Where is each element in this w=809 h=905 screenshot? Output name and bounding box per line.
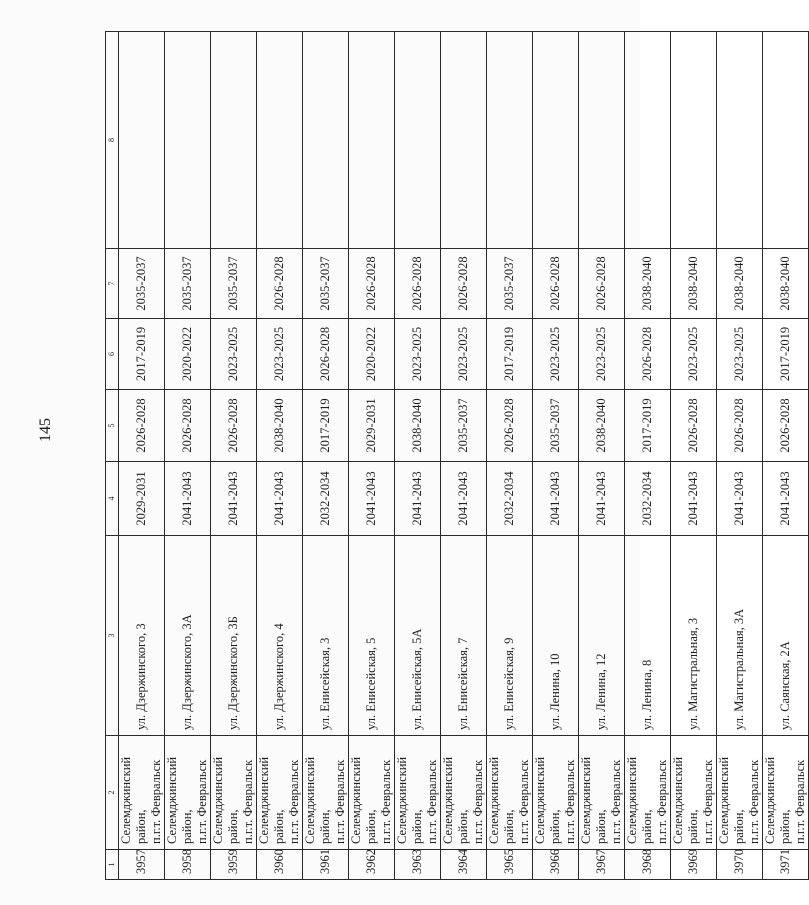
locality-district: Селемджинский район, [119, 756, 148, 844]
column-number-8: 8 [106, 32, 119, 249]
table-row [211, 32, 257, 880]
row-number-cell: 3960 [257, 850, 303, 880]
period-col6-cell: 2023-2025 [717, 319, 763, 390]
locality-district: Селемджинский район, [303, 756, 332, 844]
col8-cell [441, 32, 487, 249]
address-cell: ул. Дзержинского, 3Б [211, 536, 257, 736]
address-cell: ул. Магистральная, 3А [717, 536, 763, 736]
period-col5-cell: 2029-2031 [349, 390, 395, 462]
period-col4-cell: 2041-2043 [671, 462, 717, 536]
locality-cell [579, 736, 625, 850]
table-row [303, 32, 349, 880]
locality-settlement: п.г.т. Февральск [333, 759, 347, 844]
table-row [533, 32, 579, 880]
locality-cell [717, 736, 763, 850]
period-col7-cell: 2038-2040 [717, 249, 763, 319]
registry-table-rotated [105, 32, 807, 880]
period-col6-cell: 2017-2019 [119, 319, 165, 390]
row-number-cell: 3964 [441, 850, 487, 880]
row-number-cell: 3965 [487, 850, 533, 880]
row-number-cell: 3966 [533, 850, 579, 880]
period-col7-cell: 2038-2040 [625, 249, 671, 319]
period-col7-cell: 2038-2040 [671, 249, 717, 319]
address-cell: ул. Ленина, 8 [625, 536, 671, 736]
table-row [119, 32, 165, 880]
period-col4-cell: 2041-2043 [579, 462, 625, 536]
period-col6-cell: 2023-2025 [533, 319, 579, 390]
col8-cell [717, 32, 763, 249]
col8-cell [349, 32, 395, 249]
period-col4-cell: 2041-2043 [257, 462, 303, 536]
locality-settlement: п.г.т. Февральск [149, 759, 163, 844]
row-number-cell: 3958 [165, 850, 211, 880]
period-col4-cell: 2032-2034 [625, 462, 671, 536]
period-col5-cell: 2026-2028 [119, 390, 165, 462]
period-col7-cell: 2038-2040 [763, 249, 809, 319]
locality-district: Селемджинский район, [441, 756, 470, 844]
locality-district: Селемджинский район, [349, 756, 378, 844]
period-col7-cell: 2026-2028 [441, 249, 487, 319]
period-col6-cell: 2023-2025 [211, 319, 257, 390]
locality-district: Селемджинский район, [717, 756, 746, 844]
period-col4-cell: 2041-2043 [349, 462, 395, 536]
locality-district: Селемджинский район, [625, 756, 654, 844]
row-number-cell: 3967 [579, 850, 625, 880]
period-col6-cell: 2023-2025 [257, 319, 303, 390]
locality-settlement: п.г.т. Февральск [425, 759, 439, 844]
locality-cell [625, 736, 671, 850]
row-number-cell: 3962 [349, 850, 395, 880]
period-col7-cell: 2026-2028 [257, 249, 303, 319]
period-col5-cell: 2026-2028 [717, 390, 763, 462]
period-col6-cell: 2017-2019 [487, 319, 533, 390]
locality-settlement: п.г.т. Февральск [701, 759, 715, 844]
locality-cell [119, 736, 165, 850]
locality-settlement: п.г.т. Февральск [563, 759, 577, 844]
locality-cell [257, 736, 303, 850]
locality-district: Селемджинский район, [165, 756, 194, 844]
period-col6-cell: 2023-2025 [441, 319, 487, 390]
col8-cell [211, 32, 257, 249]
locality-cell [441, 736, 487, 850]
col8-cell [533, 32, 579, 249]
table-row [395, 32, 441, 880]
locality-settlement: п.г.т. Февральск [287, 759, 301, 844]
column-number-5: 5 [106, 390, 119, 462]
period-col5-cell: 2035-2037 [441, 390, 487, 462]
address-cell: ул. Магистральная, 3 [671, 536, 717, 736]
column-number-7: 7 [106, 249, 119, 319]
registry-rows [119, 32, 809, 880]
table-row [717, 32, 763, 880]
period-col5-cell: 2026-2028 [671, 390, 717, 462]
period-col4-cell: 2041-2043 [211, 462, 257, 536]
period-col4-cell: 2032-2034 [487, 462, 533, 536]
period-col4-cell: 2041-2043 [717, 462, 763, 536]
col8-cell [303, 32, 349, 249]
col8-cell [487, 32, 533, 249]
col8-cell [119, 32, 165, 249]
table-row [257, 32, 303, 880]
period-col4-cell: 2041-2043 [763, 462, 809, 536]
column-number-1: 1 [106, 850, 119, 880]
period-col5-cell: 2038-2040 [257, 390, 303, 462]
locality-settlement: п.г.т. Февральск [655, 759, 669, 844]
locality-settlement: п.г.т. Февральск [379, 759, 393, 844]
registry-table [105, 31, 809, 880]
column-number-3: 3 [106, 536, 119, 736]
address-cell: ул. Дзержинского, 4 [257, 536, 303, 736]
address-cell: ул. Дзержинского, 3 [119, 536, 165, 736]
locality-district: Селемджинский район, [257, 756, 286, 844]
row-number-cell: 3963 [395, 850, 441, 880]
period-col4-cell: 2041-2043 [533, 462, 579, 536]
period-col5-cell: 2038-2040 [579, 390, 625, 462]
period-col7-cell: 2026-2028 [533, 249, 579, 319]
table-row [441, 32, 487, 880]
locality-district: Селемджинский район, [671, 756, 700, 844]
locality-cell [487, 736, 533, 850]
locality-cell [671, 736, 717, 850]
locality-settlement: п.г.т. Февральск [195, 759, 209, 844]
col8-cell [579, 32, 625, 249]
locality-district: Селемджинский район, [533, 756, 562, 844]
period-col4-cell: 2032-2034 [303, 462, 349, 536]
period-col7-cell: 2035-2037 [211, 249, 257, 319]
period-col7-cell: 2035-2037 [119, 249, 165, 319]
locality-settlement: п.г.т. Февральск [609, 759, 623, 844]
row-number-cell: 3970 [717, 850, 763, 880]
page-number: 145 [37, 418, 54, 442]
period-col6-cell: 2023-2025 [671, 319, 717, 390]
period-col6-cell: 2023-2025 [395, 319, 441, 390]
period-col6-cell: 2026-2028 [303, 319, 349, 390]
period-col4-cell: 2041-2043 [165, 462, 211, 536]
row-number-cell: 3961 [303, 850, 349, 880]
address-cell: ул. Енисейская, 5А [395, 536, 441, 736]
locality-district: Селемджинский район, [579, 756, 608, 844]
period-col5-cell: 2026-2028 [487, 390, 533, 462]
period-col5-cell: 2026-2028 [763, 390, 809, 462]
address-cell: ул. Енисейская, 5 [349, 536, 395, 736]
locality-cell [763, 736, 809, 850]
period-col4-cell: 2041-2043 [395, 462, 441, 536]
address-cell: ул. Саянская, 2А [763, 536, 809, 736]
col8-cell [395, 32, 441, 249]
locality-settlement: п.г.т. Февральск [471, 759, 485, 844]
locality-district: Селемджинский район, [487, 756, 516, 844]
address-cell: ул. Енисейская, 7 [441, 536, 487, 736]
table-row [625, 32, 671, 880]
column-number-4: 4 [106, 462, 119, 536]
address-cell: ул. Енисейская, 3 [303, 536, 349, 736]
table-row [349, 32, 395, 880]
table-row [763, 32, 809, 880]
locality-cell [349, 736, 395, 850]
period-col6-cell: 2023-2025 [579, 319, 625, 390]
table-row [165, 32, 211, 880]
period-col7-cell: 2035-2037 [487, 249, 533, 319]
table-row [671, 32, 717, 880]
column-number-6: 6 [106, 319, 119, 390]
row-number-cell: 3959 [211, 850, 257, 880]
address-cell: ул. Енисейская, 9 [487, 536, 533, 736]
locality-settlement: п.г.т. Февральск [241, 759, 255, 844]
column-number-row [106, 32, 119, 880]
address-cell: ул. Ленина, 10 [533, 536, 579, 736]
table-row [487, 32, 533, 880]
period-col7-cell: 2035-2037 [165, 249, 211, 319]
period-col5-cell: 2017-2019 [625, 390, 671, 462]
period-col7-cell: 2026-2028 [579, 249, 625, 319]
locality-cell [533, 736, 579, 850]
period-col5-cell: 2017-2019 [303, 390, 349, 462]
col8-cell [625, 32, 671, 249]
col8-cell [671, 32, 717, 249]
period-col5-cell: 2026-2028 [165, 390, 211, 462]
locality-district: Селемджинский район, [211, 756, 240, 844]
column-number-header [106, 32, 119, 880]
period-col7-cell: 2026-2028 [349, 249, 395, 319]
locality-district: Селемджинский район, [395, 756, 424, 844]
locality-district: Селемджинский район, [763, 756, 792, 844]
locality-cell [165, 736, 211, 850]
address-cell: ул. Ленина, 12 [579, 536, 625, 736]
locality-settlement: п.г.т. Февральск [517, 759, 531, 844]
period-col6-cell: 2020-2022 [165, 319, 211, 390]
period-col7-cell: 2035-2037 [303, 249, 349, 319]
table-row [579, 32, 625, 880]
period-col5-cell: 2038-2040 [395, 390, 441, 462]
period-col5-cell: 2026-2028 [211, 390, 257, 462]
col8-cell [165, 32, 211, 249]
locality-cell [211, 736, 257, 850]
period-col6-cell: 2017-2019 [763, 319, 809, 390]
column-number-2: 2 [106, 736, 119, 850]
row-number-cell: 3969 [671, 850, 717, 880]
locality-settlement: п.г.т. Февральск [793, 759, 807, 844]
period-col7-cell: 2026-2028 [395, 249, 441, 319]
locality-settlement: п.г.т. Февральск [747, 759, 761, 844]
locality-cell [395, 736, 441, 850]
row-number-cell: 3968 [625, 850, 671, 880]
col8-cell [763, 32, 809, 249]
address-cell: ул. Дзержинского, 3А [165, 536, 211, 736]
col8-cell [257, 32, 303, 249]
row-number-cell: 3971 [763, 850, 809, 880]
locality-cell [303, 736, 349, 850]
period-col6-cell: 2020-2022 [349, 319, 395, 390]
row-number-cell: 3957 [119, 850, 165, 880]
period-col4-cell: 2029-2031 [119, 462, 165, 536]
period-col4-cell: 2041-2043 [441, 462, 487, 536]
period-col6-cell: 2026-2028 [625, 319, 671, 390]
period-col5-cell: 2035-2037 [533, 390, 579, 462]
